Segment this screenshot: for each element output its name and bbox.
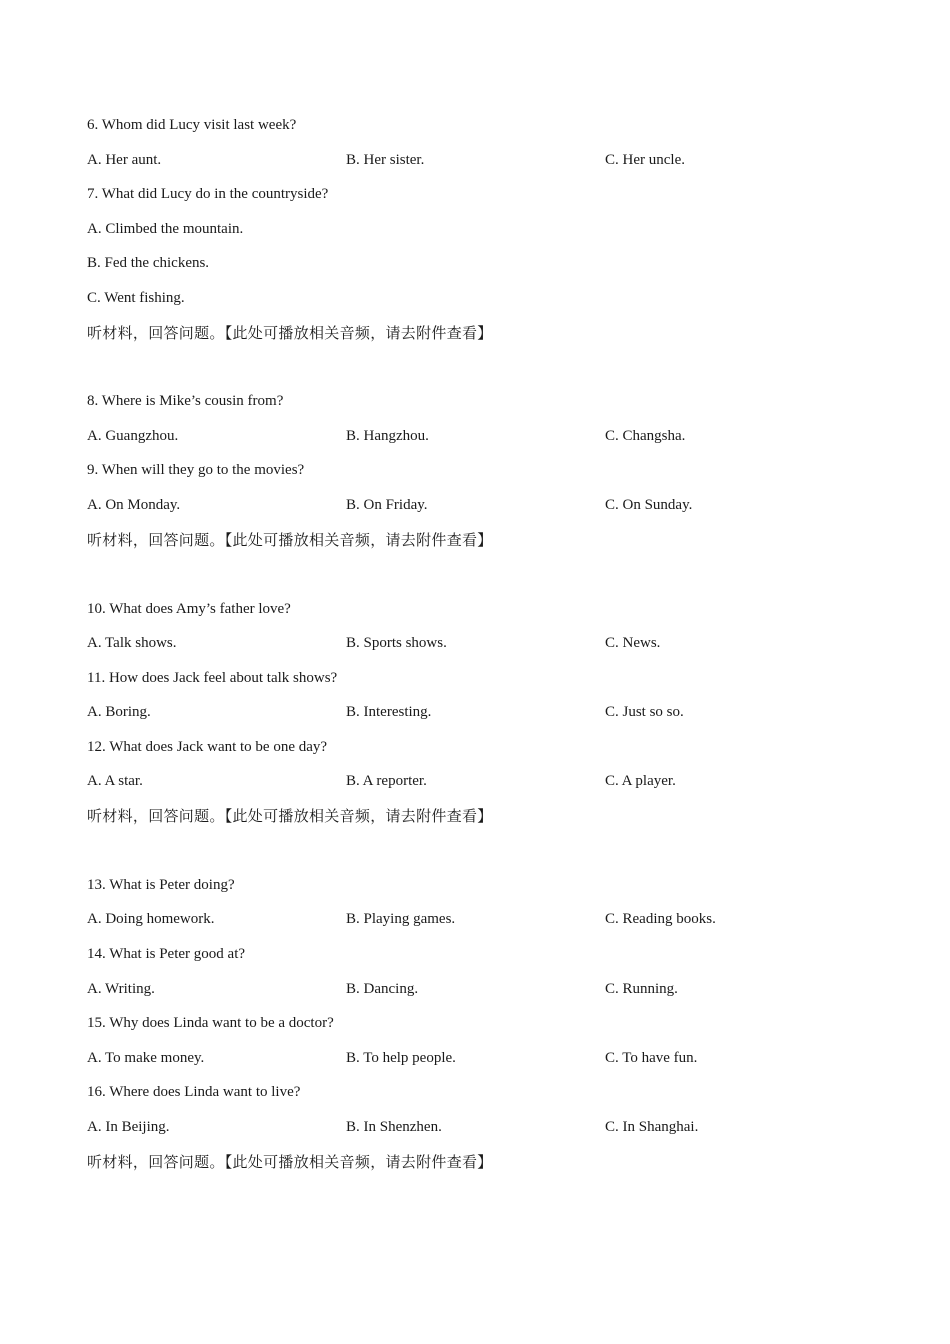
question-16: 16. Where does Linda want to live?	[87, 1084, 301, 1100]
option-7a: A. Climbed the mountain.	[87, 221, 244, 237]
option-11a: A. Boring.	[87, 704, 151, 720]
option-10a: A. Talk shows.	[87, 635, 177, 651]
audio-prompt: 听材料，回答问题。【此处可播放相关音频，请去附件查看】	[87, 1153, 493, 1171]
option-6a: A. Her aunt.	[87, 152, 162, 168]
question-7: 7. What did Lucy do in the countryside?	[87, 186, 329, 202]
audio-prompt: 听材料，回答问题。【此处可播放相关音频，请去附件查看】	[87, 807, 493, 825]
question-13: 13. What is Peter doing?	[87, 877, 235, 893]
option-6c: C. Her uncle.	[605, 152, 685, 168]
option-14c: C. Running.	[605, 981, 678, 997]
question-8: 8. Where is Mike’s cousin from?	[87, 393, 284, 409]
option-12c: C. A player.	[605, 773, 676, 789]
option-13a: A. Doing homework.	[87, 911, 215, 927]
option-13c: C. Reading books.	[605, 911, 716, 927]
option-7b: B. Fed the chickens.	[87, 255, 210, 271]
question-14: 14. What is Peter good at?	[87, 946, 246, 962]
option-15a: A. To make money.	[87, 1050, 205, 1066]
option-7c: C. Went fishing.	[87, 290, 185, 306]
question-9: 9. When will they go to the movies?	[87, 462, 305, 478]
option-14b: B. Dancing.	[346, 981, 419, 997]
option-9c: C. On Sunday.	[605, 497, 693, 513]
option-16a: A. In Beijing.	[87, 1119, 170, 1135]
question-10: 10. What does Amy’s father love?	[87, 601, 291, 617]
option-16b: B. In Shenzhen.	[346, 1119, 442, 1135]
option-10c: C. News.	[605, 635, 661, 651]
option-9b: B. On Friday.	[346, 497, 428, 513]
option-11c: C. Just so so.	[605, 704, 684, 720]
option-6b: B. Her sister.	[346, 152, 425, 168]
option-12a: A. A star.	[87, 773, 143, 789]
option-10b: B. Sports shows.	[346, 635, 447, 651]
option-8c: C. Changsha.	[605, 428, 686, 444]
audio-prompt: 听材料，回答问题。【此处可播放相关音频，请去附件查看】	[87, 531, 493, 549]
option-14a: A. Writing.	[87, 981, 155, 997]
option-15c: C. To have fun.	[605, 1050, 698, 1066]
option-13b: B. Playing games.	[346, 911, 456, 927]
option-9a: A. On Monday.	[87, 497, 181, 513]
question-15: 15. Why does Linda want to be a doctor?	[87, 1015, 334, 1031]
option-15b: B. To help people.	[346, 1050, 456, 1066]
question-12: 12. What does Jack want to be one day?	[87, 739, 328, 755]
option-12b: B. A reporter.	[346, 773, 427, 789]
option-11b: B. Interesting.	[346, 704, 432, 720]
question-6: 6. Whom did Lucy visit last week?	[87, 117, 297, 133]
option-16c: C. In Shanghai.	[605, 1119, 699, 1135]
option-8a: A. Guangzhou.	[87, 428, 179, 444]
question-11: 11. How does Jack feel about talk shows?	[87, 670, 338, 686]
option-8b: B. Hangzhou.	[346, 428, 429, 444]
audio-prompt: 听材料，回答问题。【此处可播放相关音频，请去附件查看】	[87, 324, 493, 342]
